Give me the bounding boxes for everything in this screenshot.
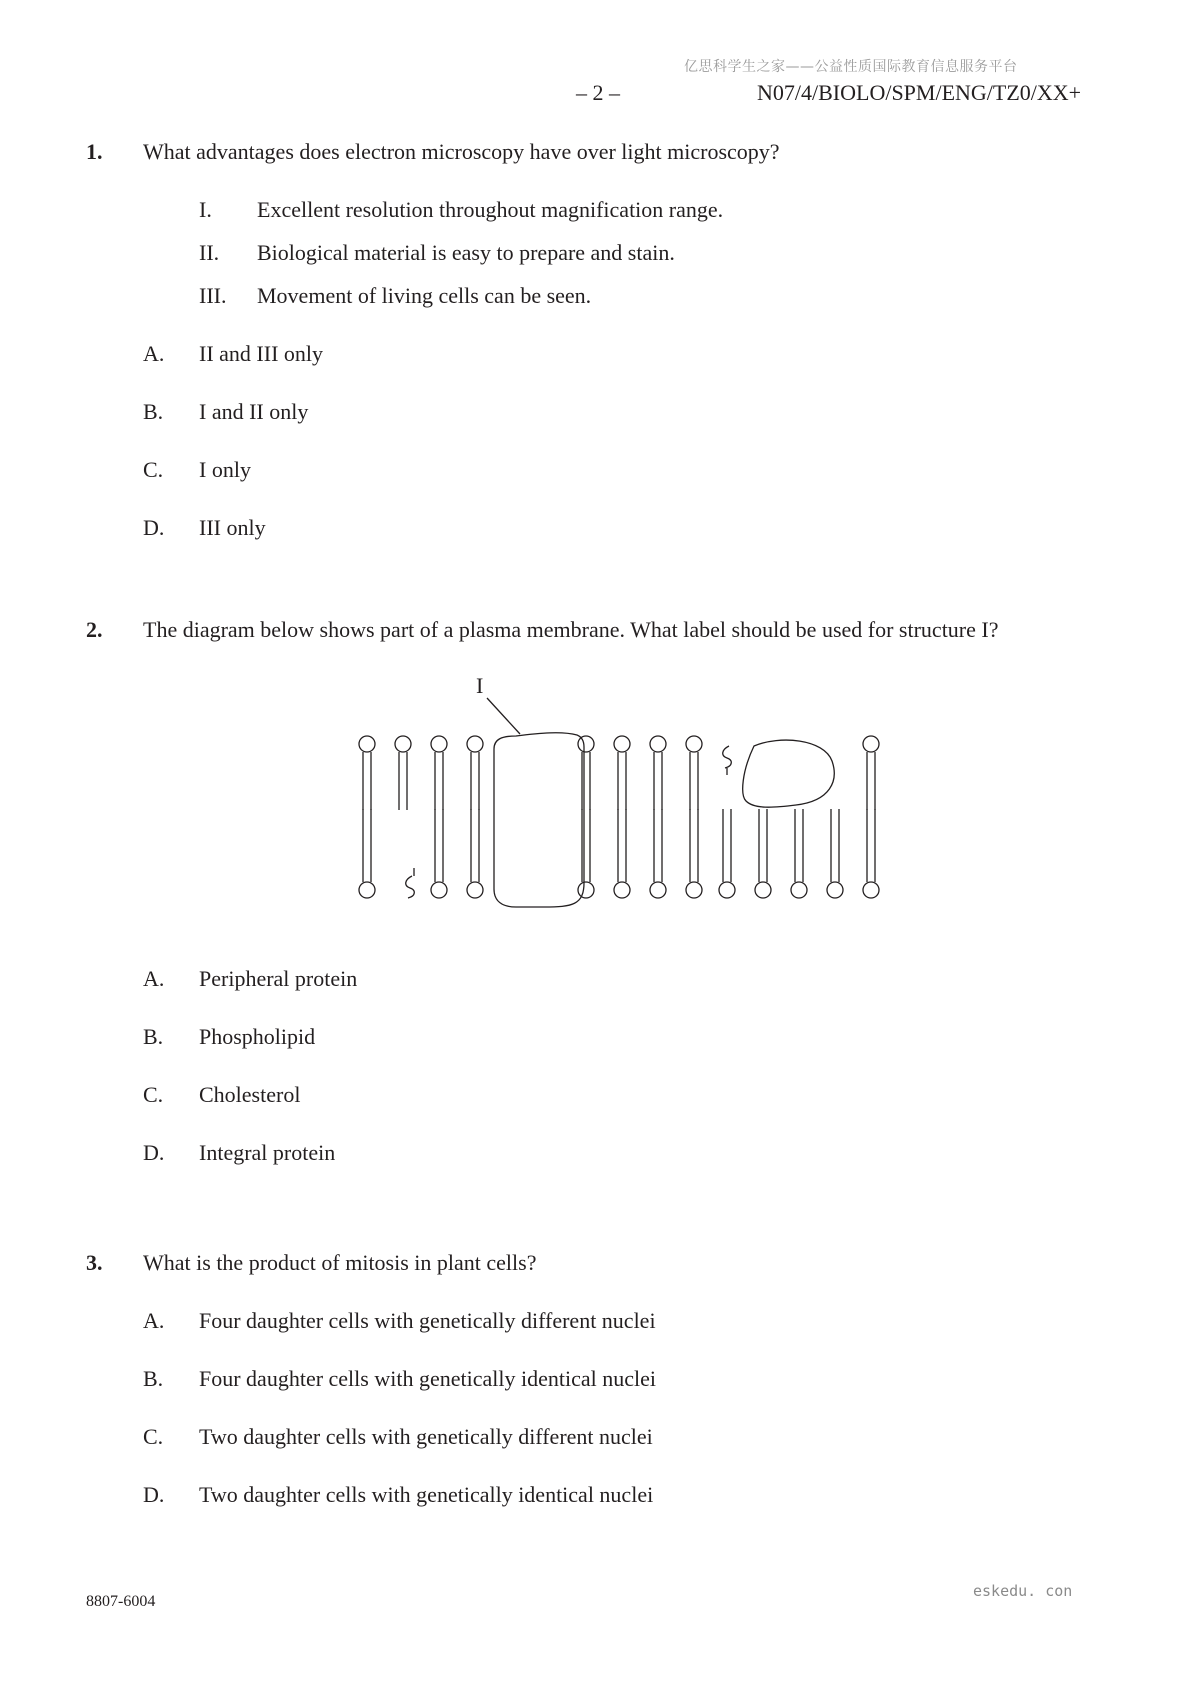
option-text: Four daughter cells with genetically identical nuclei <box>199 1366 656 1391</box>
option-letter: A. <box>143 966 165 991</box>
phospholipid <box>431 809 447 898</box>
option-text: Integral protein <box>199 1140 336 1165</box>
phospholipid <box>863 736 879 810</box>
phospholipid <box>614 736 630 810</box>
phospholipid <box>686 736 702 810</box>
option-text: III only <box>199 515 266 540</box>
option-text: Cholesterol <box>199 1082 301 1107</box>
phospholipid <box>578 809 594 898</box>
phospholipid <box>719 809 735 898</box>
watermark-top: 亿思科学生之家——公益性质国际教育信息服务平台 <box>684 59 1018 75</box>
option-text: Two daughter cells with genetically different nuclei <box>199 1424 653 1449</box>
statement-text: Biological material is easy to prepare and stain. <box>257 240 675 265</box>
option-text: Two daughter cells with genetically identical nuclei <box>199 1482 654 1507</box>
phospholipid <box>650 736 666 810</box>
phospholipid <box>431 736 447 810</box>
option-text: II and III only <box>199 341 324 366</box>
question-number: 2. <box>86 617 103 642</box>
option-letter: C. <box>143 457 164 482</box>
statement-text: Movement of living cells can be seen. <box>257 283 592 308</box>
phospholipid <box>359 736 375 810</box>
peripheral-protein-blob <box>743 740 834 807</box>
option-text: Four daughter cells with genetically different nuclei <box>199 1308 656 1333</box>
phospholipid <box>467 736 483 810</box>
option-letter: B. <box>143 399 164 424</box>
phospholipid <box>755 809 771 898</box>
phospholipid <box>467 809 483 898</box>
question-number: 3. <box>86 1250 103 1275</box>
question-text: The diagram below shows part of a plasma membrane. What label should be used for structure I? <box>143 617 999 642</box>
option-letter: C. <box>143 1082 164 1107</box>
option-letter: A. <box>143 1308 165 1333</box>
option-text: I only <box>199 457 251 482</box>
phospholipid <box>578 736 594 810</box>
phospholipid <box>791 809 807 898</box>
phospholipid <box>863 809 879 898</box>
integral-protein-structure-i <box>494 733 584 907</box>
phospholipid-bottom-layer <box>359 809 879 898</box>
phospholipid <box>395 736 411 810</box>
page-number: – 2 – <box>576 80 620 105</box>
statement-text: Excellent resolution throughout magnification range. <box>257 197 724 222</box>
question-text: What advantages does electron microscopy have over light microscopy? <box>143 139 780 164</box>
paper-code: N07/4/BIOLO/SPM/ENG/TZ0/XX+ <box>757 80 1082 105</box>
option-letter: C. <box>143 1424 164 1449</box>
label-pointer-line <box>487 698 520 734</box>
option-text: Phospholipid <box>199 1024 316 1049</box>
cholesterol-bottom <box>406 868 415 898</box>
structure-label: I <box>476 673 484 698</box>
phospholipid <box>614 809 630 898</box>
phospholipid <box>827 809 843 898</box>
option-letter: D. <box>143 515 165 540</box>
phospholipid-top-layer <box>359 736 879 810</box>
option-letter: B. <box>143 1024 164 1049</box>
footer-code: 8807-6004 <box>86 1593 156 1610</box>
plasma-membrane-diagram <box>340 665 920 915</box>
option-letter: D. <box>143 1140 165 1165</box>
option-text: I and II only <box>199 399 309 424</box>
statement-num: I. <box>199 197 212 222</box>
option-letter: B. <box>143 1366 164 1391</box>
cholesterol-top <box>723 746 732 775</box>
phospholipid <box>686 809 702 898</box>
phospholipid <box>650 809 666 898</box>
option-text: Peripheral protein <box>199 966 358 991</box>
question-number: 1. <box>86 139 103 164</box>
watermark-bottom: eskedu. con <box>973 1582 1073 1600</box>
statement-num: II. <box>199 240 220 265</box>
option-letter: A. <box>143 341 165 366</box>
option-letter: D. <box>143 1482 165 1507</box>
statement-num: III. <box>199 283 227 308</box>
phospholipid <box>359 809 375 898</box>
question-text: What is the product of mitosis in plant cells? <box>143 1250 537 1275</box>
